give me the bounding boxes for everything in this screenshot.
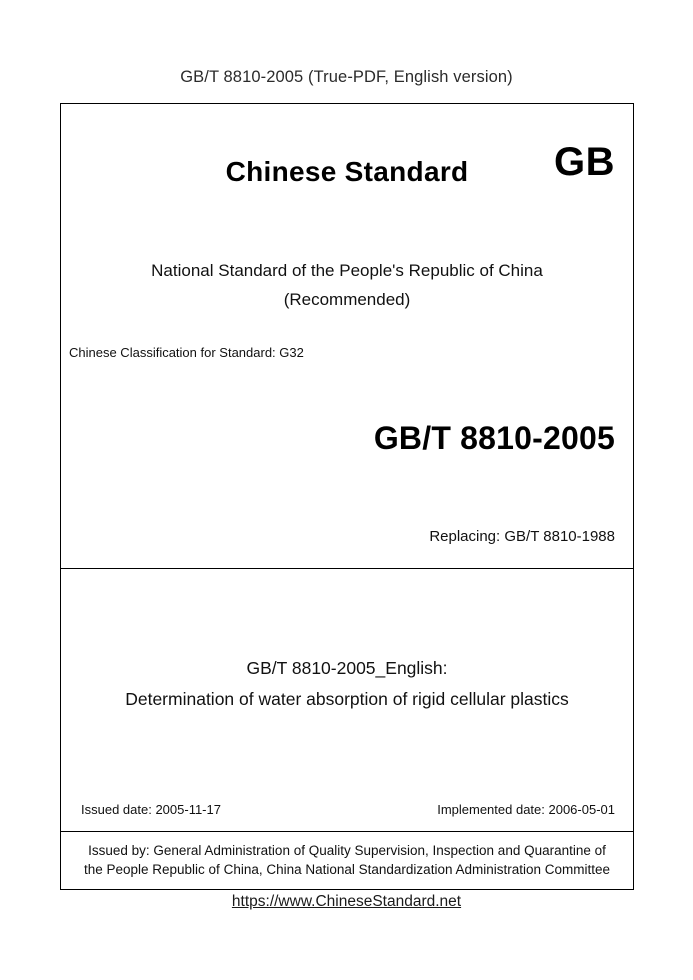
cover-middle-section	[61, 569, 633, 832]
english-title-line2: Determination of water absorption of rigid cellular plastics	[125, 689, 569, 709]
cover-frame	[60, 103, 634, 890]
cover-top-section	[61, 104, 633, 569]
date-row	[81, 802, 615, 817]
standard-number: GB/T 8810-2005	[373, 420, 615, 456]
issued-by-line2: the People Republic of China, China National Standardization Administration Committee	[83, 862, 611, 877]
cover-subtitle	[61, 256, 633, 314]
replacing-standard: Replacing: GB/T 8810-1988	[429, 528, 615, 545]
page-header-title: GB/T 8810-2005 (True-PDF, English version)	[180, 68, 513, 86]
gb-logo-mark: GB	[554, 140, 615, 184]
cover-subtitle-line1: National Standard of the People's Republic of China	[151, 261, 543, 280]
english-title	[61, 653, 633, 715]
cover-main-title: Chinese Standard	[225, 156, 469, 187]
cover-subtitle-line2: (Recommended)	[283, 290, 411, 309]
english-title-line1: GB/T 8810-2005_English:	[246, 658, 448, 678]
implemented-date: Implemented date: 2006-05-01	[437, 802, 615, 817]
issued-by-line1: Issued by: General Administration of Quality Supervision, Inspection and Quarantine of	[88, 843, 606, 858]
site-link[interactable]: https://www.ChineseStandard.net	[231, 893, 462, 910]
classification-code: Chinese Classification for Standard: G32	[69, 345, 304, 360]
issued-date: Issued date: 2005-11-17	[81, 802, 221, 817]
cover-bottom-section	[61, 832, 633, 889]
